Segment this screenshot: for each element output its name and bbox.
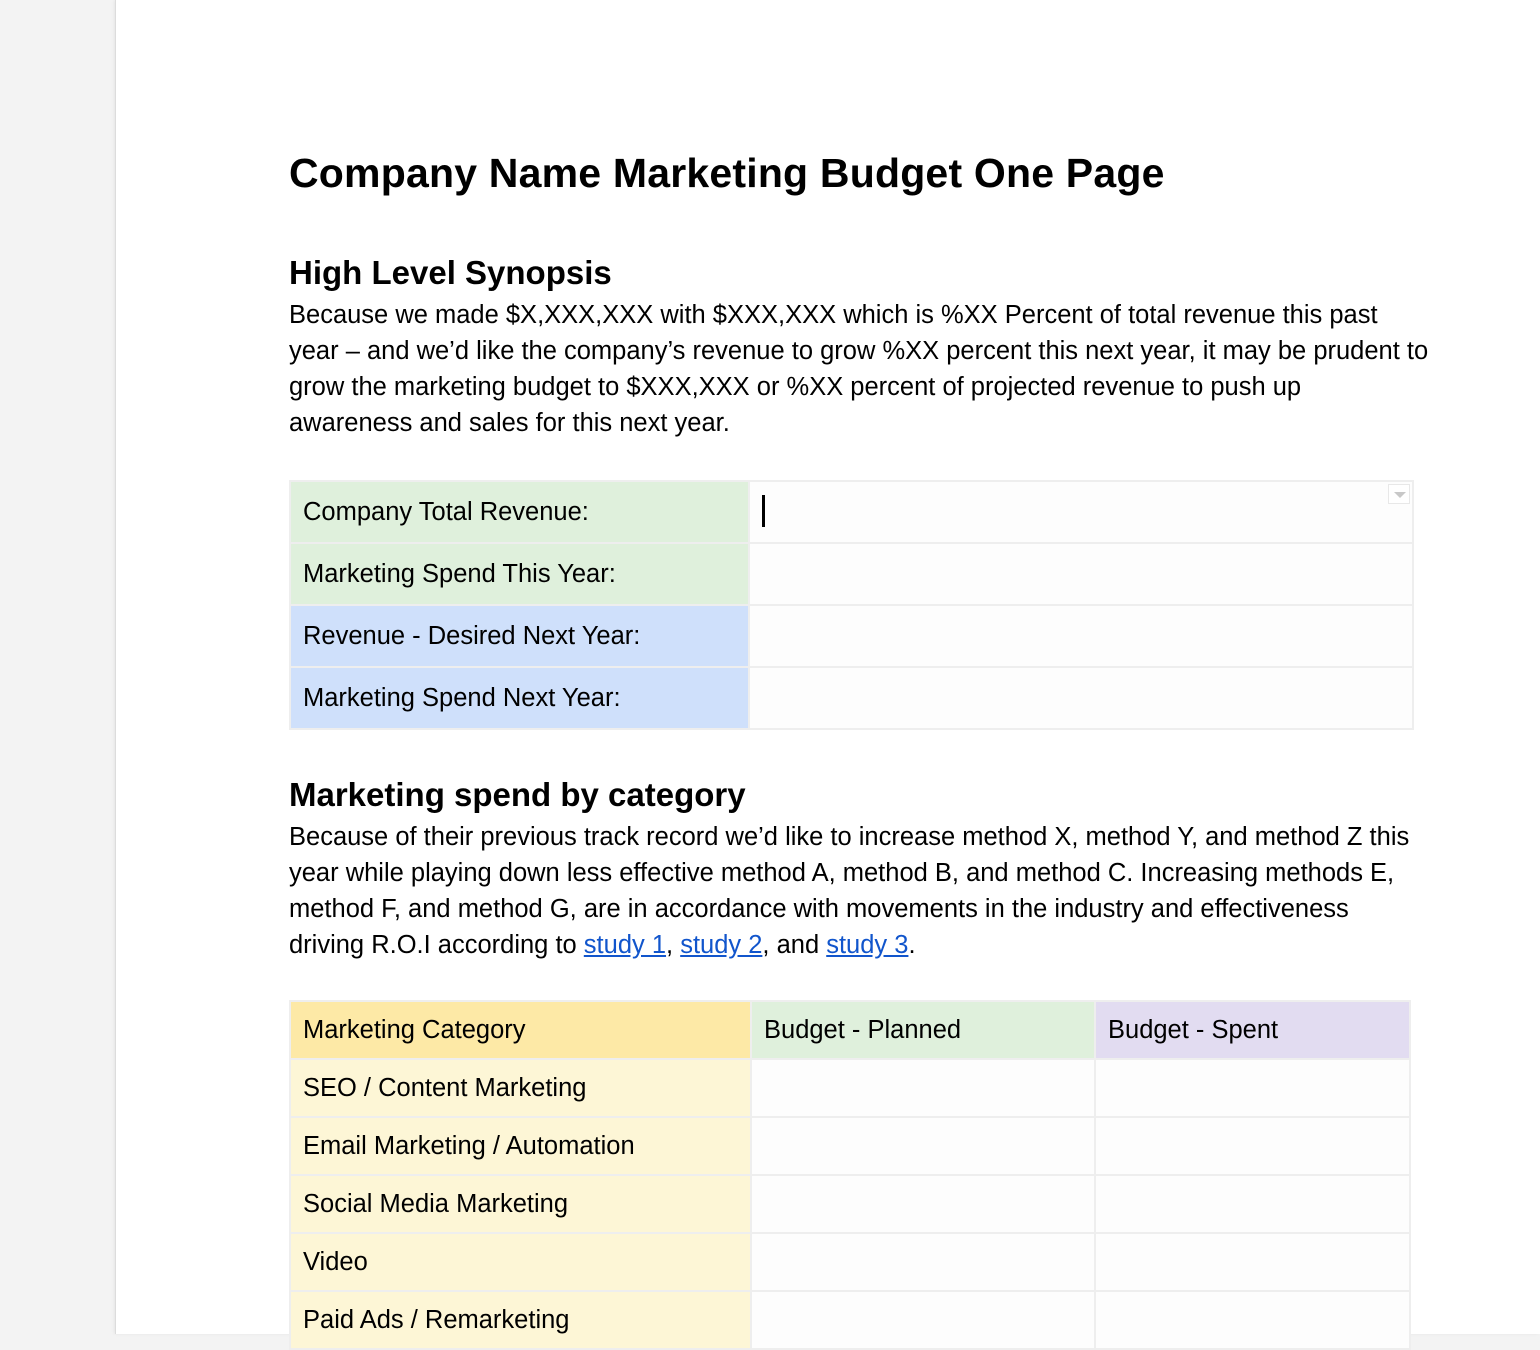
table-row [290, 605, 1413, 667]
summary-label-cell[interactable]: Revenue - Desired Next Year: [290, 605, 749, 667]
category-heading[interactable]: Marketing spend by category [289, 776, 746, 813]
table-row [290, 667, 1413, 729]
separator-text: , [666, 931, 681, 959]
table-row [290, 1117, 1410, 1175]
spent-cell[interactable] [1095, 1117, 1410, 1175]
category-cell[interactable]: Paid Ads / Remarketing [290, 1291, 751, 1349]
table-row [290, 481, 1413, 543]
planned-cell[interactable] [751, 1117, 1095, 1175]
study-2-link[interactable]: study 2 [680, 931, 763, 959]
document-title[interactable]: Company Name Marketing Budget One Page [289, 150, 1165, 196]
category-cell[interactable]: Social Media Marketing [290, 1175, 751, 1233]
header-marketing-category[interactable]: Marketing Category [290, 1001, 751, 1059]
planned-cell[interactable] [751, 1059, 1095, 1117]
table-row [290, 1175, 1410, 1233]
table-header-row [290, 1001, 1410, 1059]
category-cell[interactable]: SEO / Content Marketing [290, 1059, 751, 1117]
category-cell[interactable]: Video [290, 1233, 751, 1291]
category-cell[interactable]: Email Marketing / Automation [290, 1117, 751, 1175]
table-row [290, 1059, 1410, 1117]
summary-value-cell[interactable] [749, 481, 1413, 543]
planned-cell[interactable] [751, 1233, 1095, 1291]
category-table [289, 1000, 1411, 1350]
summary-table [289, 480, 1414, 730]
synopsis-paragraph[interactable]: Because we made $X,XXX,XXX with $XXX,XXX which is %XX Percent of total revenue this past year – and we’d like the company’s revenue to grow %XX percent this next year, it may be prudent to grow the marketing budget to $XXX,XXX or %XX percent of projected revenue to push up awareness and sales for this next year. [289, 301, 1429, 437]
summary-value-cell[interactable] [749, 543, 1413, 605]
text-cursor [762, 495, 765, 527]
synopsis-heading[interactable]: High Level Synopsis [289, 254, 612, 291]
dropdown-arrow-icon[interactable] [1388, 484, 1410, 504]
separator-text: , and [762, 931, 827, 959]
spent-cell[interactable] [1095, 1233, 1410, 1291]
category-paragraph-text: Because of their previous track record we’d like to increase method X, method Y, and method Z this year while playing down less effective method A, method B, and method C. Increasing methods E, method F, and method G, are in accordance with movements in the industry and effectiveness driving R.O.I according to [289, 823, 1410, 959]
summary-label-cell[interactable]: Company Total Revenue: [290, 481, 749, 543]
category-paragraph[interactable] [289, 819, 1429, 963]
spent-cell[interactable] [1095, 1059, 1410, 1117]
summary-value-cell[interactable] [749, 605, 1413, 667]
summary-value-cell[interactable] [749, 667, 1413, 729]
paragraph-end-text: . [908, 931, 916, 959]
summary-label-cell[interactable]: Marketing Spend Next Year: [290, 667, 749, 729]
summary-label-cell[interactable]: Marketing Spend This Year: [290, 543, 749, 605]
header-budget-spent[interactable]: Budget - Spent [1095, 1001, 1410, 1059]
document-page [116, 0, 1540, 1334]
planned-cell[interactable] [751, 1175, 1095, 1233]
table-row [290, 1233, 1410, 1291]
spent-cell[interactable] [1095, 1291, 1410, 1349]
table-row [290, 543, 1413, 605]
header-budget-planned[interactable]: Budget - Planned [751, 1001, 1095, 1059]
study-1-link[interactable]: study 1 [583, 931, 667, 959]
planned-cell[interactable] [751, 1291, 1095, 1349]
spent-cell[interactable] [1095, 1175, 1410, 1233]
study-3-link[interactable]: study 3 [826, 931, 909, 959]
table-row [290, 1291, 1410, 1349]
